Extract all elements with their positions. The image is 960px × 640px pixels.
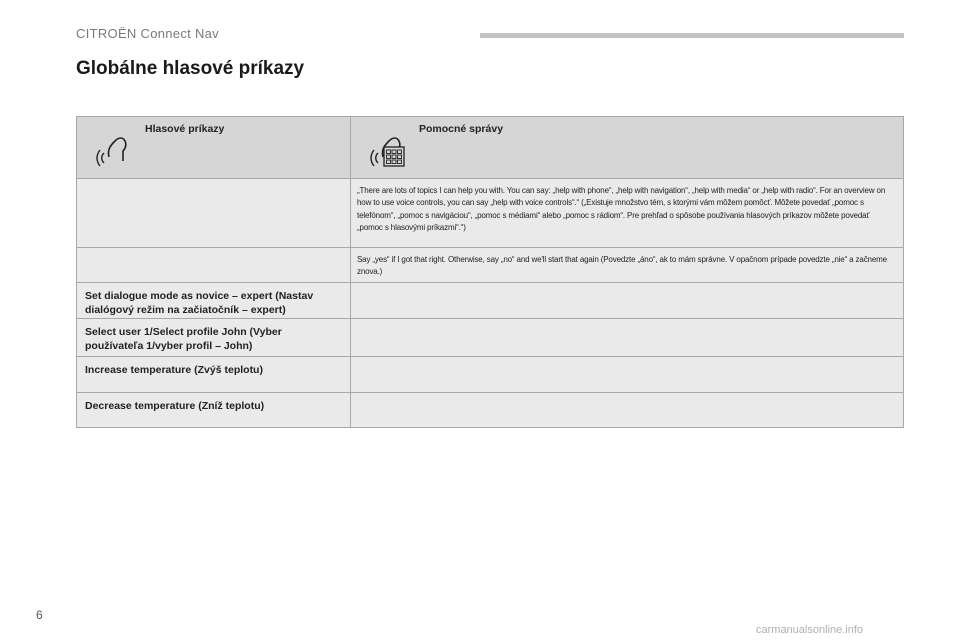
message-cell xyxy=(351,283,903,318)
voice-command-icon xyxy=(95,127,131,167)
message-cell: Say „yes“ if I got that right. Otherwise, say „no“ and we'll start that again (Povedzte „áno“, ak to mám správne. V opačnom prípade povedzte „nie“ a začneme znova.) xyxy=(357,255,887,277)
message-cell xyxy=(351,393,903,427)
command-cell xyxy=(77,248,351,282)
message-cell xyxy=(351,319,903,356)
command-cell: Select user 1/Select profile John (Vyber používateľa 1/vyber profil – John) xyxy=(77,319,351,356)
command-cell: Increase temperature (Zvýš teplotu) xyxy=(77,357,351,392)
voice-commands-table xyxy=(76,116,904,428)
voice-help-icon xyxy=(369,127,405,167)
brand-label: CITROËN Connect Nav xyxy=(76,26,219,41)
command-cell: Set dialogue mode as novice – expert (Nastav dialógový režim na začiatočník – expert) xyxy=(77,283,351,318)
header-label-commands: Hlasové príkazy xyxy=(145,123,225,135)
table-row xyxy=(77,282,903,318)
command-cell: Decrease temperature (Zníž teplotu) xyxy=(77,393,351,427)
page-number: 6 xyxy=(36,608,43,622)
table-row xyxy=(77,356,903,392)
watermark: carmanualsonline.info xyxy=(756,624,864,636)
command-cell xyxy=(77,179,351,247)
page-title: Globálne hlasové príkazy xyxy=(76,58,305,79)
message-cell: „There are lots of topics I can help you with. You can say: „help with phone“, „help with navigation“, „help with media“ or „help with radio“. For an overview on how to use voice controls, you can say „help with voice controls“.“ („Existuje množstvo tém, s ktorými vám môžem pomôcť. Môžete povedať „pomoc s telefónom“, „pomoc s navigáciou“, „pomoc s médiami“ alebo „pomoc s rádiom“. Pre prehľad o spôsobe používania hlasových príkazov môžete povedať „pomoc s hlasovými príkazmi“.“) xyxy=(357,186,886,233)
table-row xyxy=(77,318,903,356)
table-header-row xyxy=(77,117,903,178)
table-row xyxy=(77,178,903,247)
table-row xyxy=(77,247,903,282)
header-label-help: Pomocné správy xyxy=(419,123,504,135)
header-bar xyxy=(480,33,904,38)
header-cell-commands xyxy=(77,117,351,178)
header-cell-help xyxy=(351,117,903,178)
message-cell xyxy=(351,357,903,392)
table-row xyxy=(77,392,903,427)
